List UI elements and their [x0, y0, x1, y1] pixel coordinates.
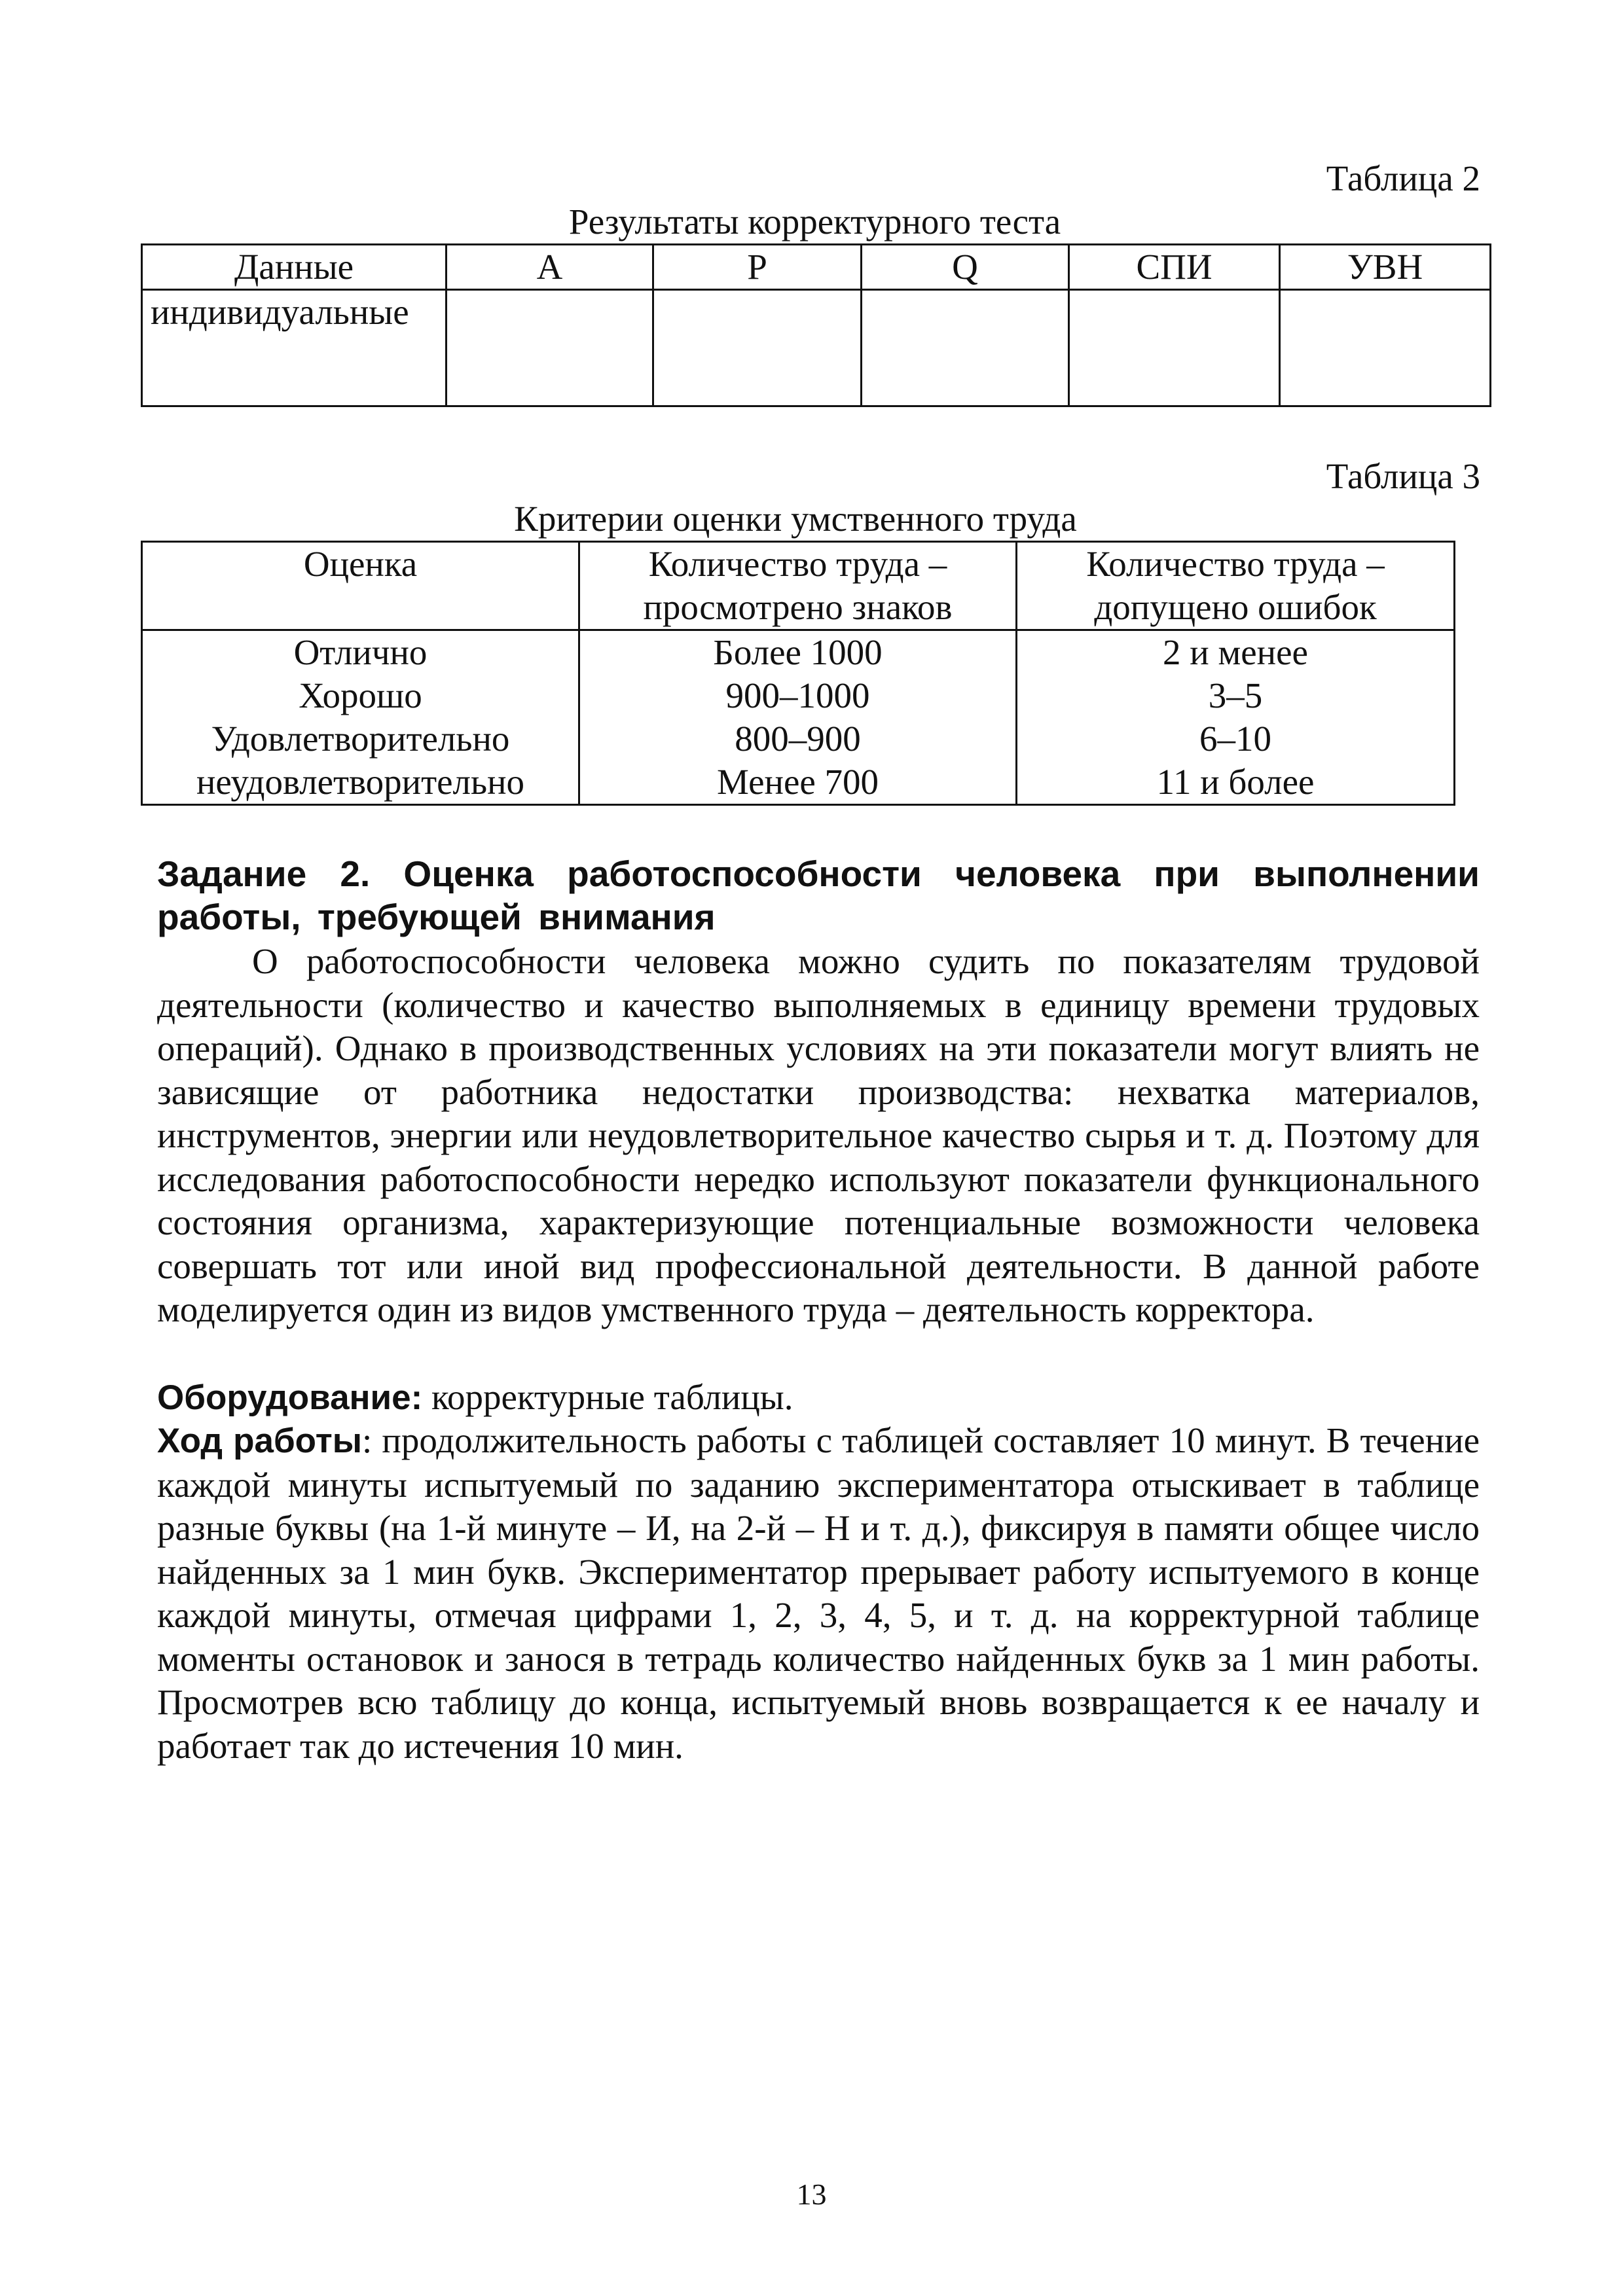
table-2-header-a: A [447, 245, 653, 290]
table-2-label: Таблица 2 [1326, 158, 1480, 198]
table-3 [141, 541, 1455, 806]
signs-satisfactory: 800–900 [735, 719, 861, 759]
table-2-header-data: Данные [142, 245, 447, 290]
table-3-header-row [142, 542, 1455, 630]
page-number: 13 [796, 2178, 827, 2211]
table-3-header-errors-text: Количество труда – допущено ошибок [1086, 544, 1385, 627]
table-3-header-signs [579, 542, 1017, 630]
table-3-header-grade: Оценка [142, 542, 579, 630]
table-2-cell-spi [1069, 290, 1280, 406]
table-2-header-p: P [653, 245, 862, 290]
task-2-heading [157, 852, 1480, 939]
grade-unsatisfactory: неудовлетворительно [196, 762, 525, 802]
table-3-signs-cell [579, 630, 1017, 805]
equipment-line [157, 1376, 1480, 1420]
table-3-body-row [142, 630, 1455, 805]
grade-good: Хорошо [299, 675, 422, 715]
errors-excellent: 2 и менее [1163, 632, 1308, 672]
equipment-label: Оборудование: [157, 1378, 423, 1417]
table-3-caption: Критерии оценки умственного труда [514, 499, 1077, 539]
grade-satisfactory: Удовлетворительно [211, 719, 510, 759]
procedure-paragraph [157, 1419, 1480, 1768]
table-2-cell-individual: индивидуальные [142, 290, 447, 406]
grade-excellent: Отлично [293, 632, 428, 672]
table-3-grades-cell [142, 630, 579, 805]
task-2-paragraph-text: О работоспособности человека можно судить по показателям трудовой деятельности (количество и качество выполняемых в единицу времени трудовых операций). Однако в производственных условиях на эти показатели могут влиять не зависящие от работника недостатки производства: нехватка материалов, инструментов, энергии или неудовлетворительное качество сырья и т. д. Поэтому для исследования работоспособности нередко используют показатели функционального состояния организма, характеризующие потенциальные возможности человека совершать тот или иной вид профессиональной деятельности. В данной работе моделируется один из видов умственного труда – деятельность корректора. [157, 941, 1480, 1329]
equipment-text: корректурные таблицы. [422, 1377, 793, 1417]
table-3-header-signs-text: Количество труда – просмотрено знаков [643, 544, 953, 627]
table-2-caption-text: Результаты корректурного теста [568, 202, 1061, 242]
procedure-text: : продолжительность работы с таблицей составляет 10 минут. В течение каждой минуты испытуемый по заданию экспериментатора отыскивает в таблице разные буквы (на 1-й минуте – И, на 2-й – Н и т. д.), фиксируя в памяти общее число найденных за 1 мин букв. Экспериментатор прерывает работу испытуемого в конце каждой минуты, отмечая цифрами 1, 2, 3, 4, 5, и т. д. на корректурной таблице моменты остановок и занося в тетрадь количество найденных букв за 1 мин работы. Просмотрев всю таблицу до конца, испытуемый вновь возвращается к ее началу и работает так до истечения 10 мин. [157, 1420, 1480, 1766]
table-2-header-q: Q [862, 245, 1069, 290]
table-3-errors-cell [1017, 630, 1455, 805]
errors-good: 3–5 [1208, 675, 1263, 715]
table-3-label: Таблица 3 [1326, 456, 1480, 496]
signs-excellent: Более 1000 [713, 632, 883, 672]
table-2-header-spi: СПИ [1069, 245, 1280, 290]
task-2-paragraph [157, 940, 1480, 1332]
procedure-label: Ход работы [157, 1422, 362, 1460]
task-2-heading-text: Задание 2. Оценка работоспособности человека при выполнении работы, требующей внимания [157, 853, 1480, 937]
table-2-cell-p [653, 290, 862, 406]
table-2-cell-uvn [1280, 290, 1491, 406]
signs-unsatisfactory: Менее 700 [716, 762, 879, 802]
table-2-row [142, 290, 1491, 406]
table-2-caption [141, 200, 1489, 243]
table-2 [141, 243, 1491, 407]
errors-unsatisfactory: 11 и более [1156, 762, 1315, 802]
table-2-cell-a [447, 290, 653, 406]
table-2-cell-q [862, 290, 1069, 406]
table-2-header-uvn: УВН [1280, 245, 1491, 290]
table-3-header-errors [1017, 542, 1455, 630]
errors-satisfactory: 6–10 [1199, 719, 1271, 759]
signs-good: 900–1000 [725, 675, 870, 715]
table-2-header-row [142, 245, 1491, 290]
